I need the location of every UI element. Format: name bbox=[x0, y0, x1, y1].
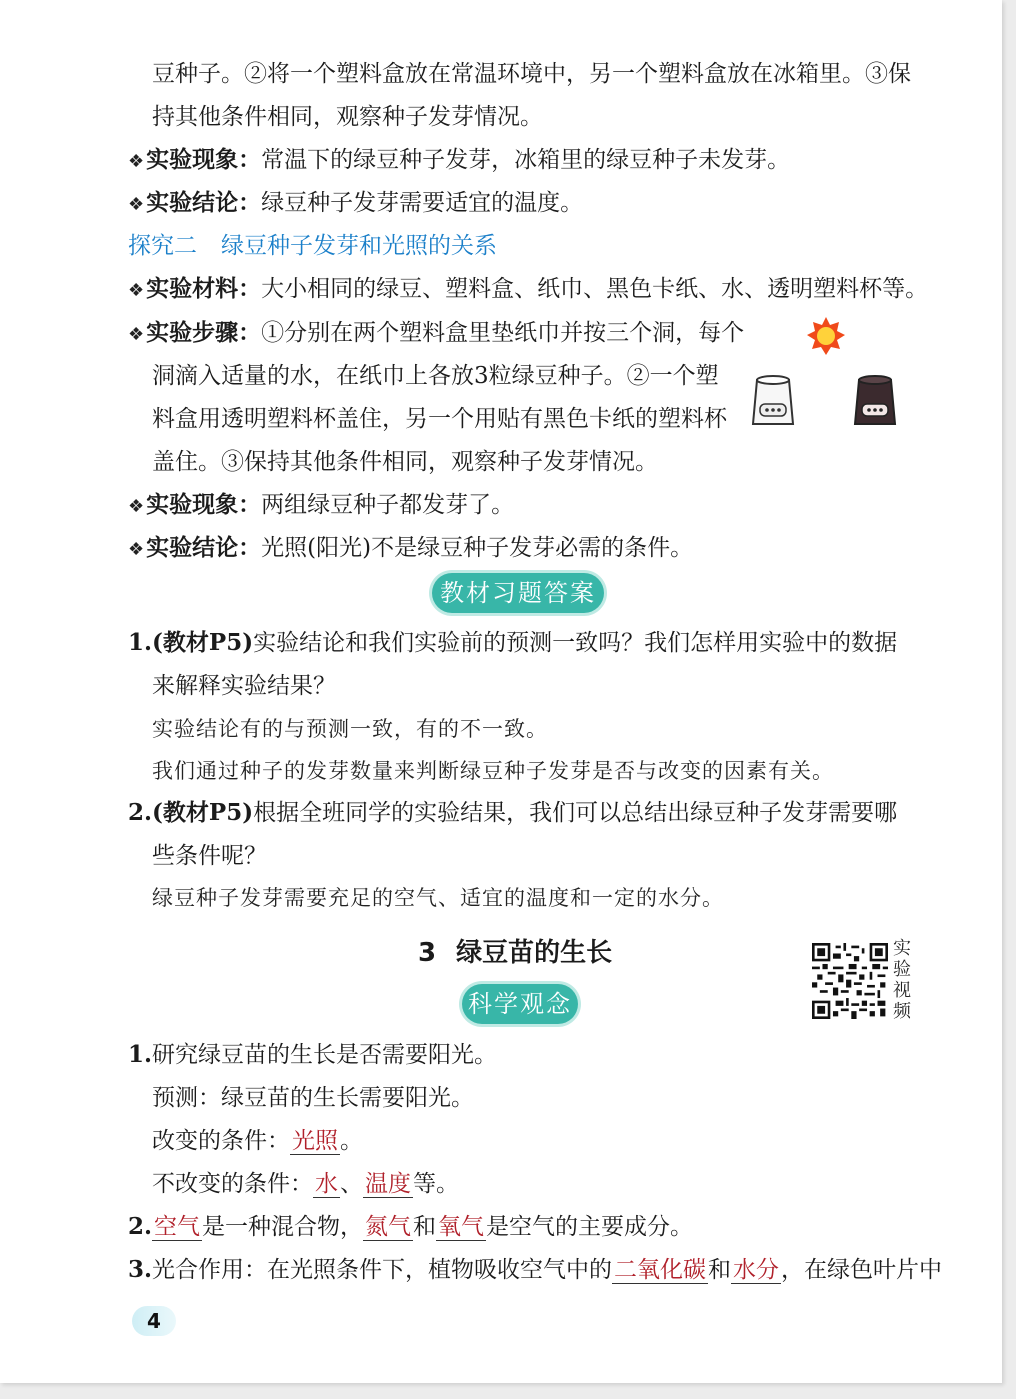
diamond-bullet-icon: ❖ bbox=[128, 280, 145, 301]
transparent-cup-icon bbox=[750, 374, 796, 428]
sun-icon bbox=[806, 316, 846, 356]
concept-item-2: 2.空气是一种混合物，氮气和氧气是空气的主要成分。 bbox=[128, 1213, 694, 1240]
explore-heading: 探究二 绿豆种子发芽和光照的关系 bbox=[128, 233, 497, 259]
fill-blank-answer: 温度 bbox=[365, 1171, 411, 1197]
fill-blank-answer: 光照 bbox=[292, 1128, 338, 1154]
qr-code-icon[interactable] bbox=[812, 942, 888, 1020]
text-line: 豆种子。②将一个塑料盒放在常温环境中，另一个塑料盒放在冰箱里。③保 bbox=[152, 61, 911, 87]
handwritten-answer: 我们通过种子的发芽数量来判断绿豆种子发芽是否与改变的因素有关。 bbox=[152, 759, 834, 783]
question-2: 2.(教材P5)根据全班同学的实验结果，我们可以总结出绿豆种子发芽需要哪 bbox=[128, 799, 898, 826]
fill-blank-answer: 水 bbox=[315, 1171, 338, 1197]
experiment-conclusion: ❖实验结论：光照(阳光)不是绿豆种子发芽必需的条件。 bbox=[128, 535, 694, 561]
handwritten-answer: 实验结论有的与预测一致，有的不一致。 bbox=[152, 717, 548, 741]
diamond-bullet-icon: ❖ bbox=[128, 496, 145, 517]
experiment-conclusion: ❖实验结论：绿豆种子发芽需要适宜的温度。 bbox=[128, 190, 584, 216]
fill-blank-answer: 水分 bbox=[733, 1257, 780, 1283]
experiment-phenomenon: ❖实验现象：两组绿豆种子都发芽了。 bbox=[128, 492, 515, 518]
text-line: 些条件呢？ bbox=[152, 843, 267, 869]
page-number: 4 bbox=[132, 1306, 176, 1336]
text-line: 来解释实验结果？ bbox=[152, 673, 336, 699]
concept-item-3: 3.光合作用：在光照条件下，植物吸收空气中的二氧化碳和水分，在绿色叶片中 bbox=[128, 1256, 943, 1283]
handwritten-answer: 绿豆种子发芽需要充足的空气、适宜的温度和一定的水分。 bbox=[152, 886, 724, 910]
diamond-bullet-icon: ❖ bbox=[128, 194, 145, 215]
text-line: 洞滴入适量的水，在纸巾上各放3粒绿豆种子。②一个塑 bbox=[152, 363, 719, 389]
changed-condition: 改变的条件：光照。 bbox=[152, 1128, 363, 1154]
qr-label: 实 验 视 频 bbox=[893, 938, 911, 1022]
text-line: 盖住。③保持其他条件相同，观察种子发芽情况。 bbox=[152, 449, 658, 475]
concept-item-1: 1.研究绿豆苗的生长是否需要阳光。 bbox=[128, 1041, 498, 1068]
text-line: 料盒用透明塑料杯盖住，另一个用贴有黑色卡纸的塑料杯 bbox=[152, 406, 727, 432]
experiment-phenomenon: ❖实验现象：常温下的绿豆种子发芽，冰箱里的绿豆种子未发芽。 bbox=[128, 147, 791, 173]
concept-banner: 科学观念 bbox=[462, 984, 578, 1024]
unchanged-condition: 不改变的条件：水、温度等。 bbox=[152, 1171, 459, 1197]
diamond-bullet-icon: ❖ bbox=[128, 539, 145, 560]
lesson-title: 3 绿豆苗的生长 bbox=[418, 938, 613, 968]
fill-blank-answer: 氧气 bbox=[438, 1214, 485, 1240]
text-line: 预测：绿豆苗的生长需要阳光。 bbox=[152, 1085, 474, 1111]
experiment-steps: ❖实验步骤：①分别在两个塑料盒里垫纸巾并按三个洞，每个 bbox=[128, 320, 745, 346]
diamond-bullet-icon: ❖ bbox=[128, 151, 145, 172]
answers-banner: 教材习题答案 bbox=[432, 573, 604, 613]
question-1: 1.(教材P5)实验结论和我们实验前的预测一致吗？我们怎样用实验中的数据 bbox=[128, 629, 898, 656]
fill-blank-answer: 二氧化碳 bbox=[614, 1257, 707, 1283]
text-line: 持其他条件相同，观察种子发芽情况。 bbox=[152, 104, 543, 130]
fill-blank-answer: 空气 bbox=[154, 1214, 201, 1240]
fill-blank-answer: 氮气 bbox=[365, 1214, 412, 1240]
black-paper-cup-icon bbox=[852, 374, 898, 428]
experiment-materials: ❖实验材料：大小相同的绿豆、塑料盒、纸巾、黑色卡纸、水、透明塑料杯等。 bbox=[128, 276, 929, 302]
diamond-bullet-icon: ❖ bbox=[128, 324, 145, 345]
